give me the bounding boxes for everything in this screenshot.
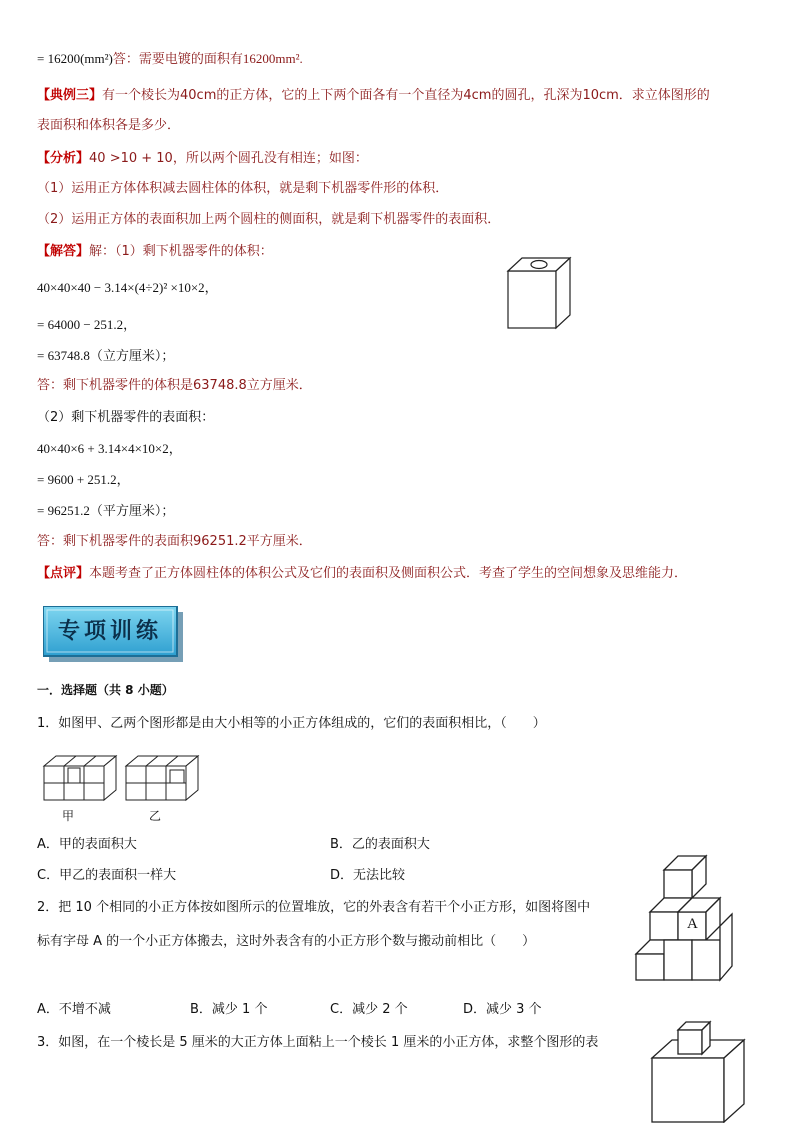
cube-with-hole-figure xyxy=(505,255,573,331)
volume-answer: 答：剩下机器零件的体积是63748.8立方厘米． xyxy=(37,378,312,393)
question-3-figure xyxy=(648,1018,748,1123)
comment-line xyxy=(37,565,687,583)
volume-step-1: 40×40×40 − 3.14×(4÷2)² ×10×2， xyxy=(37,280,218,295)
question-3-stem: 3．如图，在一个棱长是 5 厘米的大正方体上面粘上一个棱长 1 厘米的小正方体，求整个图形的表 xyxy=(37,1035,599,1050)
section-title: 一．选择题（共 8 小题） xyxy=(37,683,174,697)
volume-step-3: = 63748.8（立方厘米）； xyxy=(37,348,175,363)
surface-intro: （2）剩下机器零件的表面积： xyxy=(37,410,215,425)
comment-tag: 【点评】 xyxy=(37,566,90,581)
question-1-option-c[interactable]: C．甲乙的表面积一样大 xyxy=(37,868,177,883)
surface-step-3: = 96251.2（平方厘米）； xyxy=(37,503,175,518)
example-text-1: 有一个棱长为40cm的正方体，它的上下两个面各有一个直径为4cm的圆孔，孔深为10cm．求立体图形的 xyxy=(102,88,710,103)
analysis-line xyxy=(37,150,368,168)
top-formula: = 16200(mm²) xyxy=(37,51,113,66)
analysis-text: 40 >10 + 10，所以两个圆孔没有相连；如图： xyxy=(89,151,368,166)
analysis-tag: 【分析】 xyxy=(37,151,90,166)
analysis-point-2: （2）运用正方体的表面积加上两个圆柱的侧面积，就是剩下机器零件的表面积． xyxy=(37,212,501,227)
solution-intro-line xyxy=(37,243,273,261)
example-tag: 【典例三】 xyxy=(37,88,103,103)
question-1-stem: 1．如图甲、乙两个图形都是由大小相等的小正方体组成的，它们的表面积相比，（ ） xyxy=(37,716,546,731)
question-2-stem-1: 2．把 10 个相同的小正方体按如图所示的位置堆放，它的外表含有若干个小正方形，如图将图中 xyxy=(37,900,591,915)
example-text-2: 表面积和体积各是多少． xyxy=(37,118,181,133)
comment-text: 本题考查了正方体圆柱体的体积公式及它们的表面积及侧面积公式．考查了学生的空间想象及思维能力． xyxy=(89,566,688,581)
solution-intro: 解：（1）剩下机器零件的体积： xyxy=(89,244,273,259)
surface-step-2: = 9600 + 251.2， xyxy=(37,472,130,487)
question-1-option-a[interactable]: A．甲的表面积大 xyxy=(37,837,137,852)
question-2-option-b[interactable]: B．减少 1 个 xyxy=(190,1002,268,1017)
figure-label-a: A xyxy=(687,916,698,932)
top-formula-line xyxy=(37,50,303,68)
question-2-stem-2: 标有字母 A 的一个小正方体搬去，这时外表含有的小正方形个数与搬动前相比（ ） xyxy=(37,934,536,949)
top-answer: 答：需要电镀的面积有16200mm². xyxy=(112,51,303,66)
volume-step-2: = 64000 − 251.2， xyxy=(37,317,137,332)
question-2-option-c[interactable]: C．减少 2 个 xyxy=(330,1002,408,1017)
question-1-option-d[interactable]: D．无法比较 xyxy=(330,868,406,883)
question-1-option-b[interactable]: B．乙的表面积大 xyxy=(330,837,430,852)
surface-answer: 答：剩下机器零件的表面积96251.2平方厘米． xyxy=(37,534,312,549)
question-2-option-d[interactable]: D．减少 3 个 xyxy=(463,1002,542,1017)
question-2-option-a[interactable]: A．不增不减 xyxy=(37,1002,111,1017)
example-line-1 xyxy=(37,87,710,105)
analysis-point-1: （1）运用正方体体积减去圆柱体的体积，就是剩下机器零件形的体积． xyxy=(37,181,449,196)
surface-step-1: 40×40×6 + 3.14×4×10×2， xyxy=(37,441,182,456)
banner-title: 专项训练 xyxy=(57,618,162,644)
solution-tag: 【解答】 xyxy=(37,244,90,259)
question-2-figure xyxy=(632,852,740,984)
figure-label-yi: 乙 xyxy=(149,809,162,823)
figure-label-jia: 甲 xyxy=(62,809,75,823)
